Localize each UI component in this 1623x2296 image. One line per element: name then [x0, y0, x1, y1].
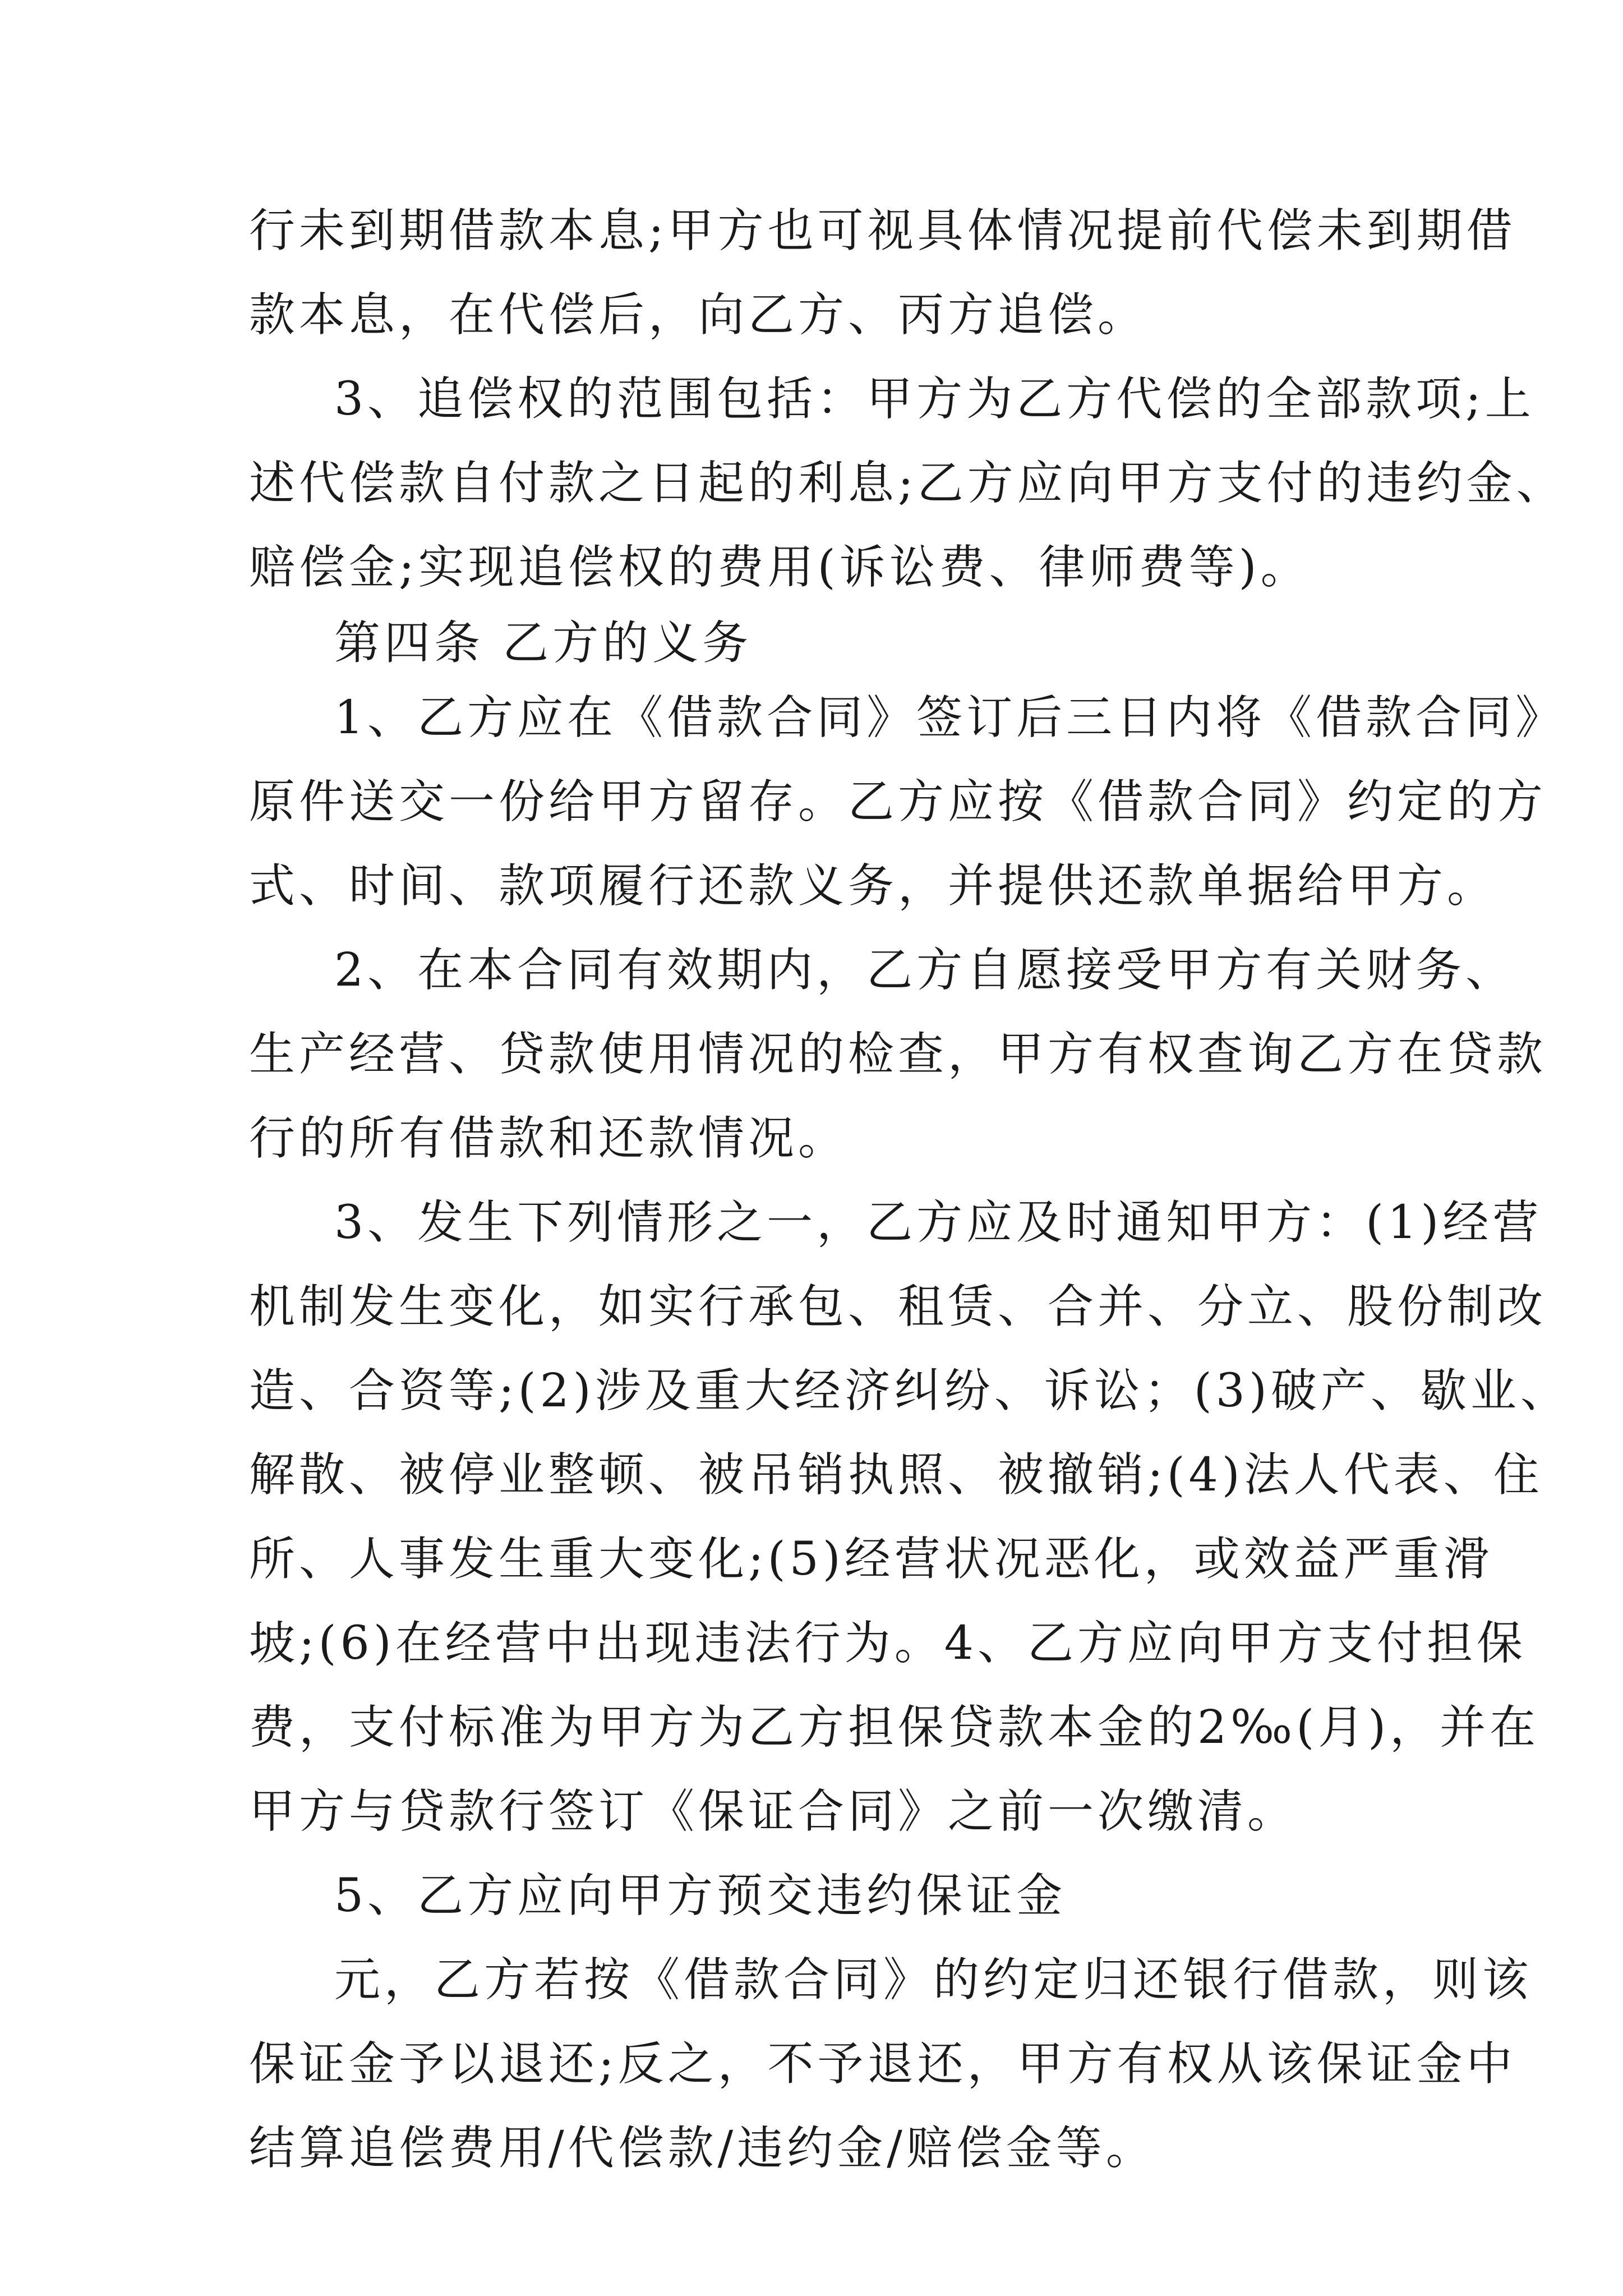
text-line: 机制发生变化，如实行承包、租赁、合并、分立、股份制改 — [249, 1280, 1547, 1333]
text-line: 甲方与贷款行签订《保证合同》之前一次缴清。 — [249, 1785, 1298, 1838]
text-line: 款本息，在代偿后，向乙方、丙方追偿。 — [249, 288, 1148, 342]
text-line: 坡;(6)在经营中出现违法行为。4、乙方应向甲方支付担保 — [249, 1617, 1527, 1670]
text-line: 式、时间、款项履行还款义务，并提供还款单据给甲方。 — [249, 859, 1497, 913]
text-line: 1、乙方应在《借款合同》签订后三日内将《借款合同》 — [334, 691, 1566, 744]
text-line: 2、在本合同有效期内，乙方自愿接受甲方有关财务、 — [334, 944, 1516, 997]
text-line: 生产经营、贷款使用情况的检查，甲方有权查询乙方在贷款 — [249, 1028, 1547, 1081]
text-line: 结算追偿费用/代偿款/违约金/赔偿金等。 — [249, 2122, 1156, 2175]
text-line: 费，支付标准为甲方为乙方担保贷款本金的2‰(月)，并在 — [249, 1701, 1540, 1754]
text-line: 3、发生下列情形之一，乙方应及时通知甲方：(1)经营 — [334, 1196, 1543, 1249]
section-heading: 第四条 乙方的义务 — [334, 616, 753, 670]
text-line: 元，乙方若按《借款合同》的约定归还银行借款，则该 — [334, 1953, 1533, 2007]
text-line: 造、合资等;(2)涉及重大经济纠纷、诉讼；(3)破产、歇业、 — [249, 1364, 1570, 1418]
text-line: 5、乙方应向甲方预交违约保证金 — [334, 1869, 1067, 1922]
text-line: 保证金予以退还;反之，不予退还，甲方有权从该保证金中 — [249, 2037, 1516, 2091]
text-line: 原件送交一份给甲方留存。乙方应按《借款合同》约定的方 — [249, 775, 1547, 829]
text-line: 解散、被停业整顿、被吊销执照、被撤销;(4)法人代表、住 — [249, 1448, 1543, 1502]
text-line: 3、追偿权的范围包括：甲方为乙方代偿的全部款项;上 — [334, 372, 1535, 426]
text-line: 述代偿款自付款之日起的利息;乙方应向甲方支付的违约金、 — [249, 457, 1566, 510]
text-line: 所、人事发生重大变化;(5)经营状况恶化，或效益严重滑 — [249, 1533, 1493, 1586]
text-line: 行未到期借款本息;甲方也可视具体情况提前代偿未到期借 — [249, 204, 1516, 257]
text-line: 赔偿金;实现追偿权的费用(诉讼费、律师费等)。 — [249, 541, 1311, 594]
text-line: 行的所有借款和还款情况。 — [249, 1112, 849, 1165]
